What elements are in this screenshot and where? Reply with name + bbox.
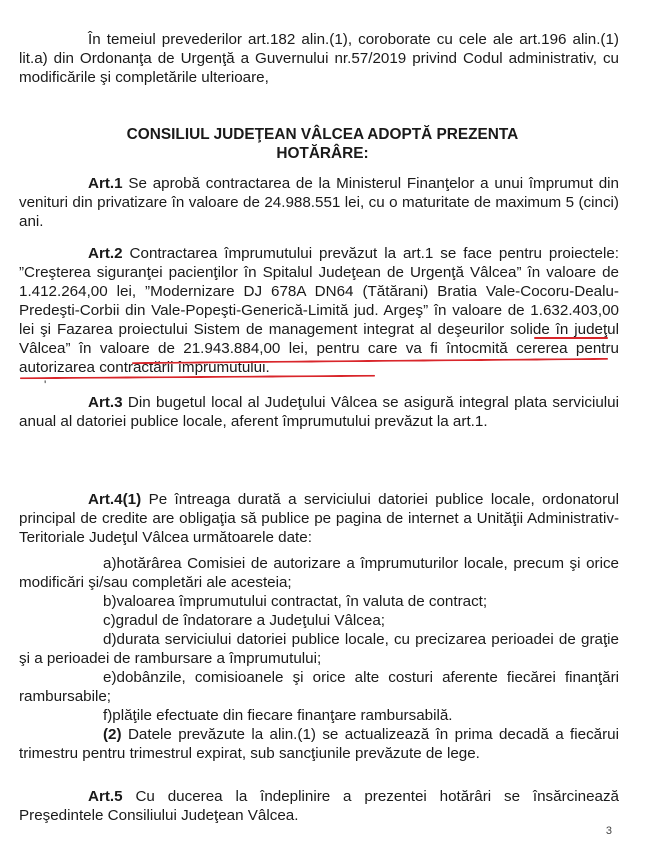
preamble-paragraph: În temeiul prevederilor art.182 alin.(1), coroborate cu cele ale art.196 alin.(1) lit.a) din Ordonanţa de Urgenţă a Guvernului nr.57/2019 privind Codul administrativ, cu modificările şi completările ulterioare, [19, 31, 619, 86]
article-5-text: Cu ducerea la îndeplinire a prezentei hotărâri se însărcinează Preşedintele Consiliului Judeţean Vâlcea. [19, 788, 619, 824]
page-number: 3 [605, 825, 612, 837]
article-4-alin-1 [19, 490, 619, 547]
article-4-label: Art.4(1) [88, 491, 142, 508]
alin-2-label: (2) [103, 726, 122, 743]
article-4-alin-2 [19, 725, 619, 763]
list-item: b)valoarea împrumutului contractat, în valuta de contract; [103, 593, 488, 610]
article-2-text: Contractarea împrumutului prevăzut la art.1 se face pentru proiectele: ”Creşterea siguranţei pacienţilor în Spitalul Judeţean de Urgenţă Vâlcea” în valoare de 1.412.264,00 lei, ”Modernizare DJ 678A DN64 (Tătărani) Bratia Vale-Cocoru-Dealu-Predeşti-Corbii din Vale-Popeşti-Generică-Limită jud. Argeş” în valoare de 1.632.403,00 lei şi Fazarea proiectului Sistem de management integrat al deşeurilor solide în judeţul Vâlcea” în valoare de 21.943.884,00 lei, pentru care va fi întocmită cererea pentru autorizarea contractării împrumutului. [19, 245, 619, 376]
article-1-text: Se aprobă contractarea de la Ministerul Finanţelor a unui împrumut din venituri din privatizare în valoare de 24.988.551 lei, cu o maturitate de maximum 5 (cinci) ani. [19, 175, 619, 230]
red-underline-1 [534, 337, 608, 339]
article-3 [19, 393, 619, 431]
article-2 [19, 244, 619, 377]
list-item: f)plăţile efectuate din fiecare finanţare rambursabilă. [103, 707, 453, 724]
scan-speck: ' [44, 378, 47, 392]
article-4-list [19, 554, 619, 763]
alin-2-text: Datele prevăzute la alin.(1) se actualizează în prima decadă a fiecărui trimestru pentru trimestrul expirat, sub sancţiunile prevăzute de lege. [19, 726, 619, 762]
article-4-text: Pe întreaga durată a serviciului datoriei publice locale, ordonatorul principal de credite are obligaţia să publice pe pagina de internet a Unităţii Administrativ-Teritoriale Judeţul Vâlcea următoarele date: [19, 491, 619, 546]
title-line-2: HOTĂRÂRE: [276, 145, 369, 162]
list-item: d)durata serviciului datoriei publice locale, cu precizarea perioadei de graţie şi a perioadei de rambursare a împrumutului; [19, 631, 619, 667]
article-5 [19, 787, 619, 825]
article-5-label: Art.5 [88, 788, 123, 805]
article-1 [19, 174, 619, 231]
title-line-1: CONSILIUL JUDEŢEAN VÂLCEA ADOPTĂ PREZENTA [126, 126, 519, 143]
decision-title [60, 125, 585, 163]
list-item: e)dobânzile, comisioanele şi orice alte costuri aferente fiecărei finanţări rambursabile; [19, 669, 619, 705]
article-2-label: Art.2 [88, 245, 123, 262]
article-3-text: Din bugetul local al Judeţului Vâlcea se asigură integral plata serviciului anual al datoriei publice locale, aferent împrumutului prevăzut la art.1. [19, 394, 619, 430]
list-item: c)gradul de îndatorare a Judeţului Vâlcea; [103, 612, 385, 629]
list-item: a)hotărârea Comisiei de autorizare a împrumuturilor locale, precum şi orice modificări şi/sau completări ale acesteia; [19, 555, 619, 591]
article-3-label: Art.3 [88, 394, 123, 411]
article-1-label: Art.1 [88, 175, 123, 192]
